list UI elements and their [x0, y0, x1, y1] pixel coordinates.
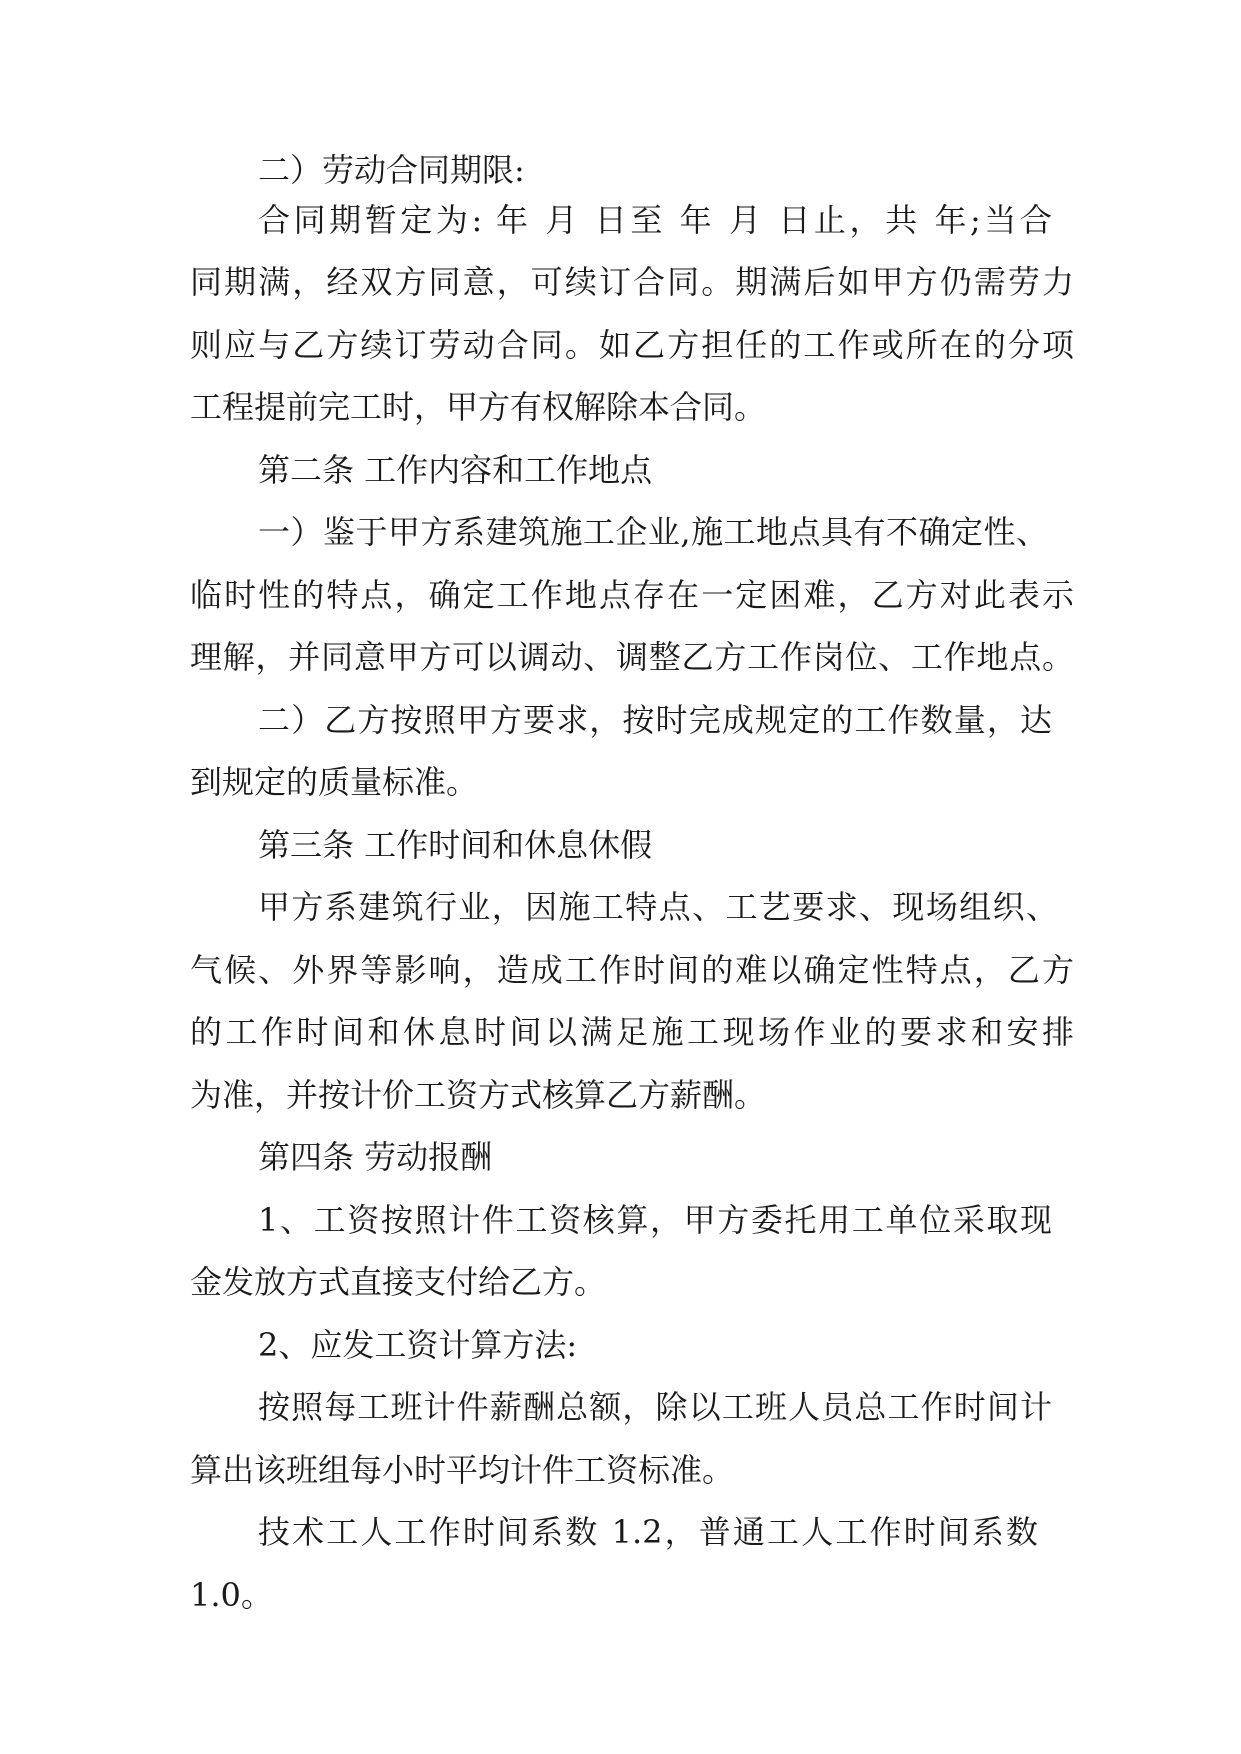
paragraph-line: 甲方系建筑行业，因施工特点、工艺要求、现场组织、 — [258, 888, 1058, 926]
paragraph-line: 合同期暂定为: 年 月 日至 年 月 日止，共 年;当合 — [258, 201, 1052, 239]
article-heading-4: 第四条 劳动报酬 — [258, 1138, 493, 1176]
paragraph-line: 技术工人工作时间系数 1.2，普通工人工作时间系数 — [258, 1513, 1038, 1551]
paragraph-line: 的工作时间和休息时间以满足施工现场作业的要求和安排 — [190, 1013, 1074, 1051]
paragraph-line: 金发放方式直接支付给乙方。 — [190, 1263, 607, 1301]
paragraph-line: 算出该班组每小时平均计件工资标准。 — [190, 1451, 735, 1489]
article-heading-3: 第三条 工作时间和休息休假 — [258, 826, 653, 864]
paragraph-line: 气候、外界等影响，造成工作时间的难以确定性特点，乙方 — [190, 951, 1074, 989]
paragraph-line: 2、应发工资计算方法: — [258, 1326, 578, 1364]
paragraph-line: 则应与乙方续订劳动合同。如乙方担任的工作或所在的分项 — [190, 326, 1074, 364]
paragraph-line: 临时性的特点，确定工作地点存在一定困难，乙方对此表示 — [190, 576, 1074, 614]
paragraph-line: 同期满，经双方同意，可续订合同。期满后如甲方仍需劳力 — [190, 263, 1074, 301]
paragraph-line: 到规定的质量标准。 — [190, 763, 479, 801]
paragraph-line: 工程提前完工时，甲方有权解除本合同。 — [190, 388, 767, 426]
paragraph-line: 1、工资按照计件工资核算，甲方委托用工单位采取现 — [258, 1201, 1052, 1239]
paragraph-line: 一）鉴于甲方系建筑施工企业,施工地点具有不确定性、 — [258, 513, 1048, 551]
section-heading-contract-term: 二）劳动合同期限: — [258, 151, 525, 189]
paragraph-line: 按照每工班计件薪酬总额，除以工班人员总工作时间计 — [258, 1388, 1052, 1426]
article-heading-2: 第二条 工作内容和工作地点 — [258, 451, 653, 489]
paragraph-line: 理解，并同意甲方可以调动、调整乙方工作岗位、工作地点。 — [190, 638, 1074, 676]
paragraph-line: 1.0。 — [190, 1576, 273, 1614]
paragraph-line: 为准，并按计价工资方式核算乙方薪酬。 — [190, 1076, 767, 1114]
paragraph-line: 二）乙方按照甲方要求，按时完成规定的工作数量，达 — [258, 701, 1052, 739]
